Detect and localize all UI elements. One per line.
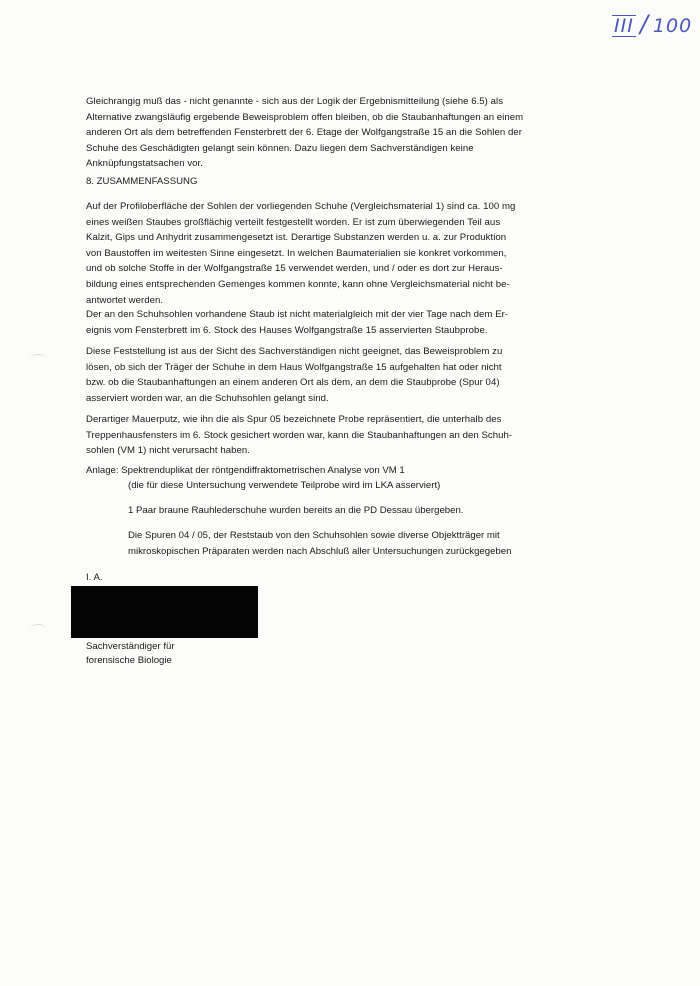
evidence-return-note-line2: mikroskopischen Präparaten werden nach Abschluß aller Untersuchungen zurückgegeben — [128, 546, 512, 557]
summary-paragraph-4 — [86, 412, 626, 459]
folio-page: 100 — [652, 15, 693, 37]
paragraph-line: asserviert worden war, an die Schuhsohlen gelangt sind. — [86, 392, 329, 404]
intro-line: anderen Ort als dem betreffenden Fensterbrett der 6. Etage der Wolfgangstraße 15 an die Sohlen der — [86, 127, 522, 139]
intro-line: Gleichrangig muß das - nicht genannte - sich aus der Logik der Ergebnismitteilung (siehe 6.5) als — [86, 96, 504, 107]
paragraph-line: eignis vom Fensterbrett im 6. Stock des Hauses Wolfgangstraße 15 asservierten Staubprobe. — [86, 324, 488, 336]
handwritten-folio-number — [612, 10, 692, 38]
attachment-label: Anlage: — [86, 465, 119, 476]
summary-paragraph-1 — [86, 199, 626, 308]
folio-slash: / — [639, 10, 649, 38]
paragraph-line: und ob solche Stoffe in der Wolfgangstraße 15 verwendet werden, und / oder es dort zur Heraus- — [86, 263, 503, 275]
paragraph-line: Derartiger Mauerputz, wie ihn die als Spur 05 bezeichnete Probe repräsentiert, die unterhalb des — [86, 414, 502, 425]
paragraph-line: Diese Feststellung ist aus der Sicht des Sachverständigen nicht geeignet, das Beweisproblem zu — [86, 346, 503, 357]
attachment-line — [86, 463, 405, 479]
shoes-handover-note: 1 Paar braune Rauhlederschuhe wurden bereits an die PD Dessau übergeben. — [128, 505, 464, 516]
intro-line: Anknüpfungstatsachen vor. — [86, 158, 203, 170]
paragraph-line: bzw. ob die Staubanhaftungen an einem anderen Ort als dem, an dem die Staubprobe (Spur 04) — [86, 377, 500, 389]
signature-prefix: I. A. — [86, 572, 103, 583]
intro-paragraph — [86, 94, 626, 172]
paragraph-line: Der an den Schuhsohlen vorhandene Staub ist nicht materialgleich mit der vier Tage nach dem Er- — [86, 309, 509, 320]
signatory-title-line1: Sachverständiger für — [86, 641, 175, 652]
evidence-return-note-line1: Die Spuren 04 / 05, der Reststaub von den Schuhsohlen sowie diverse Objektträger mit — [128, 530, 500, 541]
paragraph-line: eines weißen Staubes großflächig verteilt festgestellt worden. Er ist zum überwiegenden Teil aus — [86, 216, 501, 228]
paragraph-line: bildung eines entsprechenden Gemenges kommen konnte, kann ohne Vergleichsmaterial nicht be- — [86, 278, 510, 290]
punch-hole-mark — [30, 354, 46, 363]
summary-paragraph-3 — [86, 344, 626, 406]
attachment-text: Spektrenduplikat der röntgendiffraktometrischen Analyse von VM 1 — [121, 465, 405, 476]
folio-volume: III — [614, 15, 634, 37]
paragraph-line: antwortet werden. — [86, 294, 164, 306]
attachment-note-line: (die für diese Untersuchung verwendete Teilprobe wird im LKA asserviert) — [128, 480, 441, 491]
summary-paragraph-2 — [86, 307, 626, 338]
intro-line: Alternative zwangsläufig ergebende Beweisproblem offen bleiben, ob die Staubanhaftungen an einem — [86, 111, 524, 123]
signatory-title-line2: forensische Biologie — [86, 655, 172, 666]
paragraph-line: lösen, ob sich der Träger der Schuhe in dem Haus Wolfgangstraße 15 aufgehalten hat oder nicht — [86, 361, 502, 373]
punch-hole-mark — [30, 624, 46, 633]
paragraph-line: sohlen (VM 1) nicht verursacht haben. — [86, 445, 250, 457]
paragraph-line: Kalzit, Gips und Anhydrit zusammengesetzt ist. Derartige Substanzen werden u. a. zur Produktion — [86, 232, 507, 244]
paragraph-line: Treppenhausfensters im 6. Stock gesichert worden war, kann die Staubanhaftungen an den Schuh- — [86, 429, 513, 441]
redacted-signature-block — [71, 586, 258, 638]
paragraph-line: von Baustoffen im weitesten Sinne eingesetzt. In welchen Baumaterialien sie konkret vorkommen, — [86, 247, 507, 259]
section-heading: 8. ZUSAMMENFASSUNG — [86, 176, 198, 187]
intro-line: Schuhe des Geschädigten gelangt sein können. Dazu liegen dem Sachverständigen keine — [86, 142, 474, 154]
paragraph-line: Auf der Profiloberfläche der Sohlen der vorliegenden Schuhe (Vergleichsmaterial 1) sind ca. 100 mg — [86, 201, 516, 212]
